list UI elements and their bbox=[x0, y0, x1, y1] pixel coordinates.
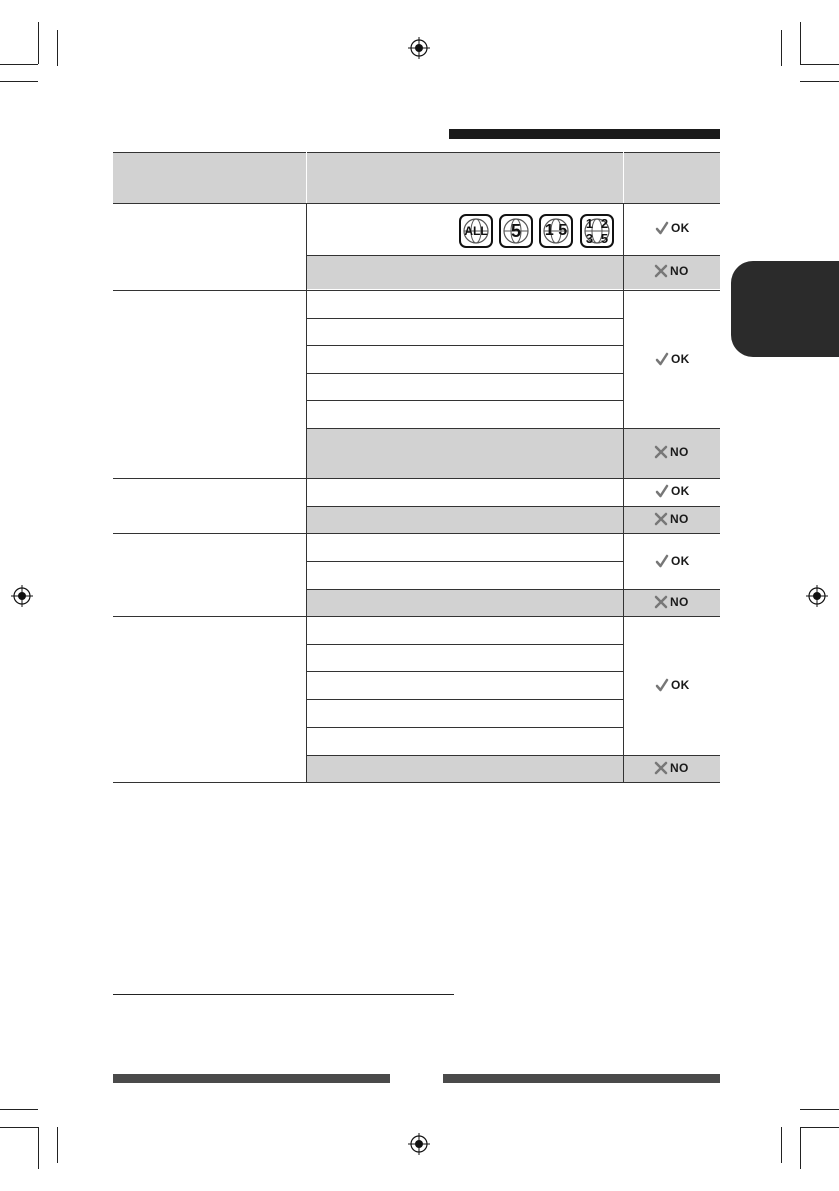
registration-mark-icon bbox=[11, 585, 33, 607]
table-divider bbox=[307, 727, 623, 728]
crop-mark bbox=[0, 1109, 38, 1110]
footer-bar-right bbox=[443, 1074, 720, 1083]
table-divider bbox=[113, 782, 720, 783]
no-badge bbox=[654, 512, 689, 526]
no-badge bbox=[654, 595, 689, 609]
cross-icon bbox=[654, 445, 668, 459]
region-5-icon bbox=[499, 214, 533, 248]
footer-bar-left bbox=[113, 1074, 390, 1083]
checkmark-icon bbox=[655, 554, 669, 568]
registration-mark-icon bbox=[806, 585, 828, 607]
no-label: NO bbox=[670, 595, 689, 609]
no-badge bbox=[654, 264, 689, 278]
table-divider bbox=[307, 671, 623, 672]
checkmark-icon bbox=[655, 352, 669, 366]
region-number: 5 bbox=[600, 231, 609, 246]
table-divider bbox=[307, 589, 720, 590]
region-multi-icon bbox=[580, 214, 614, 248]
table-divider bbox=[307, 755, 720, 756]
table-divider bbox=[307, 400, 623, 401]
cross-icon bbox=[654, 595, 668, 609]
checkmark-icon bbox=[655, 678, 669, 692]
table-divider bbox=[113, 533, 720, 534]
ok-label: OK bbox=[671, 484, 690, 498]
crop-mark bbox=[800, 1109, 839, 1110]
crop-mark bbox=[800, 1127, 801, 1169]
crop-mark bbox=[781, 1127, 782, 1163]
region-number: 2 bbox=[600, 216, 609, 231]
region-label: 1 5 bbox=[544, 222, 568, 239]
region-number-grid bbox=[582, 216, 612, 246]
ok-badge bbox=[655, 352, 690, 366]
table-divider bbox=[307, 255, 720, 256]
region-label: 5 bbox=[510, 220, 521, 241]
table-divider bbox=[113, 478, 720, 479]
no-badge bbox=[654, 761, 689, 775]
table-divider bbox=[307, 644, 623, 645]
table-divider bbox=[307, 345, 623, 346]
cross-icon bbox=[654, 264, 668, 278]
table-header-col3 bbox=[624, 152, 720, 203]
cross-icon bbox=[654, 761, 668, 775]
region-number: 1 bbox=[585, 216, 594, 231]
crop-mark bbox=[38, 1127, 39, 1169]
checkmark-icon bbox=[655, 484, 669, 498]
crop-mark bbox=[57, 30, 58, 66]
crop-mark bbox=[0, 1127, 38, 1128]
table-divider bbox=[307, 506, 720, 507]
table-divider bbox=[113, 203, 720, 204]
table-divider bbox=[113, 290, 720, 291]
table-header-col1 bbox=[113, 152, 306, 203]
registration-mark-icon bbox=[408, 1133, 430, 1155]
region-15-icon bbox=[539, 214, 573, 248]
ok-label: OK bbox=[671, 678, 690, 692]
crop-mark bbox=[800, 22, 801, 64]
ok-badge bbox=[655, 678, 690, 692]
table-column-divider bbox=[306, 203, 307, 782]
ok-badge bbox=[655, 484, 690, 498]
table-column-gap bbox=[623, 152, 624, 203]
crop-mark bbox=[781, 30, 782, 66]
crop-mark bbox=[0, 81, 38, 82]
no-label: NO bbox=[670, 264, 689, 278]
crop-mark bbox=[800, 81, 839, 82]
table-header-col2 bbox=[307, 152, 623, 203]
crop-mark bbox=[800, 1127, 839, 1128]
crop-mark bbox=[0, 64, 38, 65]
cross-icon bbox=[654, 512, 668, 526]
table-divider bbox=[307, 428, 720, 429]
no-badge bbox=[654, 445, 689, 459]
section-header-bar bbox=[449, 129, 720, 139]
ok-badge bbox=[655, 221, 690, 235]
language-side-tab bbox=[731, 261, 839, 357]
region-label: ALL bbox=[464, 224, 488, 238]
region-number: 3 bbox=[585, 231, 594, 246]
ok-label: OK bbox=[671, 352, 690, 366]
table-divider bbox=[307, 561, 623, 562]
ok-label: OK bbox=[671, 221, 690, 235]
no-label: NO bbox=[670, 512, 689, 526]
crop-mark bbox=[800, 64, 839, 65]
no-label: NO bbox=[670, 445, 689, 459]
crop-mark bbox=[38, 22, 39, 64]
ok-label: OK bbox=[671, 554, 690, 568]
table-divider bbox=[307, 373, 623, 374]
registration-mark-icon bbox=[408, 37, 430, 59]
no-label: NO bbox=[670, 761, 689, 775]
table-divider bbox=[307, 699, 623, 700]
table-divider bbox=[113, 152, 720, 153]
region-all-icon bbox=[459, 214, 493, 248]
table-divider bbox=[307, 318, 623, 319]
table-column-gap bbox=[306, 152, 307, 203]
table-divider bbox=[113, 616, 720, 617]
checkmark-icon bbox=[655, 221, 669, 235]
table-column-divider bbox=[623, 203, 624, 782]
ok-badge bbox=[655, 554, 690, 568]
footnote-rule bbox=[113, 994, 454, 995]
crop-mark bbox=[57, 1127, 58, 1163]
